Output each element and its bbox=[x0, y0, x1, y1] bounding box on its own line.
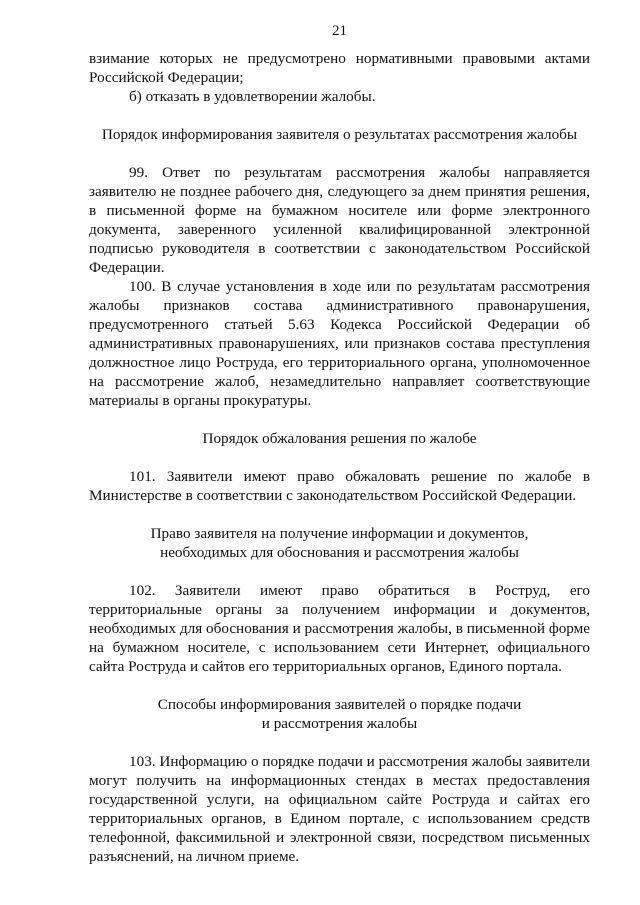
section-heading-right-to-information bbox=[89, 524, 590, 562]
paragraph-103: 103. Информацию о порядке подачи и рассмотрения жалобы заявители могут получить на информационных стендах в местах предоставления государственной услуги, на официальном сайте Роструда и сайтах его территориальных органов, в Едином портале, с использованием средств телефонной, факсимильной и электронной связи, посредством письменных разъяснений, на личном приеме. bbox=[89, 753, 590, 865]
heading-line: Способы информирования заявителей о порядке подачи bbox=[157, 696, 522, 713]
page-number: 21 bbox=[332, 23, 347, 39]
paragraph-100: 100. В случае установления в ходе или по результатам рассмотрения жалобы признаков состава административного правонарушения, предусмотренного статьей 5.63 Кодекса Российской Федерации об административных правонарушениях, или признаков состава преступления должностное лицо Роструда, его территориального органа, уполномоченное на рассмотрение жалоб, незамедлительно направляет соответствующие материалы в органы прокуратуры. bbox=[89, 278, 590, 409]
paragraph-102: 102. Заявители имеют право обратиться в Роструд, его территориальные органы за получением информации и документов, необходимых для обоснования и рассмотрения жалобы, в письменной форме на бумажном носителе, с использованием сети Интернет, официального сайта Роструда и сайтов его территориальных органов, Единого портала. bbox=[89, 582, 590, 675]
item-b-paragraph: б) отказать в удовлетворении жалобы. bbox=[129, 88, 376, 105]
heading-line: и рассмотрения жалобы bbox=[261, 715, 418, 732]
section-heading-appeal-procedure: Порядок обжалования решения по жалобе bbox=[202, 430, 477, 447]
paragraph-99: 99. Ответ по результатам рассмотрения жалобы направляется заявителю не позднее рабочего дня, следующего за днем принятия решения, в письменной форме на бумажном носителе или форме электронного документа, заверенного усиленной квалифицированной электронной подписью руководителя в соответствии с законодательством Российской Федерации. bbox=[89, 164, 590, 276]
intro-continuation-paragraph: взимание которых не предусмотрено нормативными правовыми актами Российской Федерации; bbox=[89, 50, 590, 86]
heading-line: необходимых для обоснования и рассмотрения жалобы bbox=[160, 544, 519, 561]
paragraph-101: 101. Заявители имеют право обжаловать решение по жалобе в Министерстве в соответствии с законодательством Российской Федерации. bbox=[89, 468, 590, 504]
heading-line: Право заявителя на получение информации и документов, bbox=[150, 525, 529, 542]
section-heading-informing-results: Порядок информирования заявителя о результатах рассмотрения жалобы bbox=[101, 126, 578, 143]
section-heading-informing-methods bbox=[89, 695, 590, 733]
